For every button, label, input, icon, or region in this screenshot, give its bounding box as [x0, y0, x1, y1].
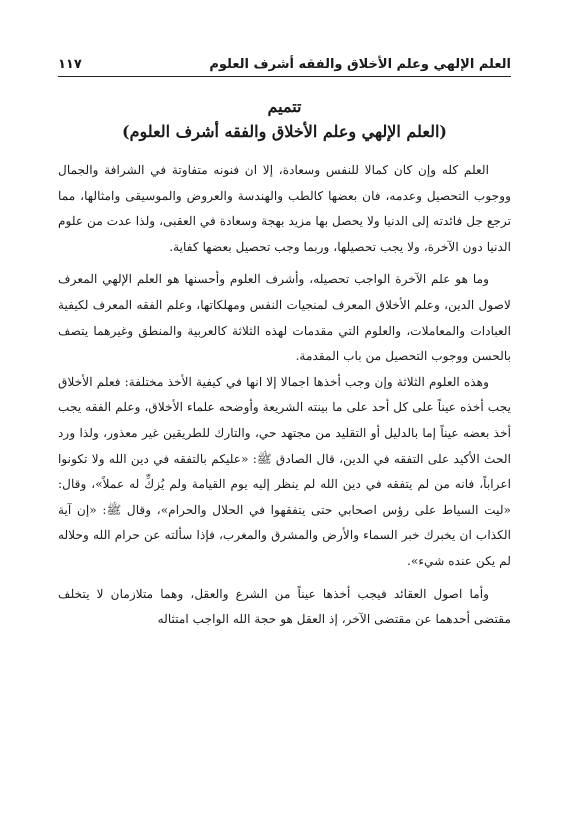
- paragraph-4: وأما اصول العقائد فيجب أخذها عيناً من الشرع والعقل، وهما متلازمان لا يتخلف مقتضى أحدهما عن مقتضى الآخر، إذ العقل هو حجة الله الواجب امتثاله: [58, 586, 511, 627]
- running-header: [58, 48, 511, 72]
- section-title: تتميم: [267, 97, 302, 116]
- running-title: العلم الإلهي وعلم الأخلاق والفقه أشرف العلوم: [209, 57, 511, 72]
- paragraph-1: العلم كله وإن كان كمالا للنفس وسعادة، إلا ان فنونه متفاوتة في الشرافة والجمال ووجوب التحصيل وعدمه، فان بعضها كالطب والهندسة والعروض والموسيقى وامثالها، مما ترجع جل فائدته إلى الدنيا ولا يحصل بها مزيد بهجة وسعادة في العقبى، ولذا عدت من علوم الدنيا دون الآخرة، ولا يجب تحصيلها، وربما وجب تحصيل بعضها كفاية.: [58, 163, 511, 254]
- paragraph-3: وهذه العلوم الثلاثة وإن وجب أخذها اجمالا إلا انها في كيفية الأخذ مختلفة: فعلم الأخلاق يجب أخذه عيناً على كل أحد على ما بينته الشريعة وأوضحه علماء الأخلاق، وعلم الفقه يجب أخذ بعضه عيناً إما بالدليل أو التقليد من مجتهد حي، والتارك للطريقين غير معذور، ولذا ورد الحث الأكيد على التفقه في الدين، قال الصادق ﷺ: «عليكم بالتفقه في دين الله ولا تكونوا اعراباً، فانه من لم يتفقه في دين الله لم ينظر إليه يوم القيامة ولم يُزكِّ له عملاً»، وقال: «ليت السياط على رؤس اصحابي حتى يتفقهوا في الحلال والحرام»، وقال ﷺ: «إن آية الكذاب ان يخبرك خبر السماء والأرض والمشرق والمغرب، فإذا سألته عن حرام الله وحلاله لم يكن عنده شيء».: [58, 374, 511, 568]
- body-text: [58, 158, 511, 633]
- section-subtitle: (العلم الإلهي وعلم الأخلاق والفقه أشرف العلوم): [122, 122, 447, 141]
- page-number: ١١٧: [58, 57, 82, 72]
- header-rule: [58, 76, 511, 77]
- paragraph-2: وما هو علم الآخرة الواجب تحصيله، وأشرف العلوم وأحسنها هو العلم الإلهي المعرف لاصول الدين، وعلم الأخلاق المعرف لمنجيات النفس ومهلكاتها، وعلم الفقه المعرف لكيفية العبادات والمعاملات، والعلوم التي مقدمات لهذه الثلاثة كالعربية والمنطق وغيرهما يتصف بالحسن ووجوب التحصيل من باب المقدمة.: [58, 272, 511, 364]
